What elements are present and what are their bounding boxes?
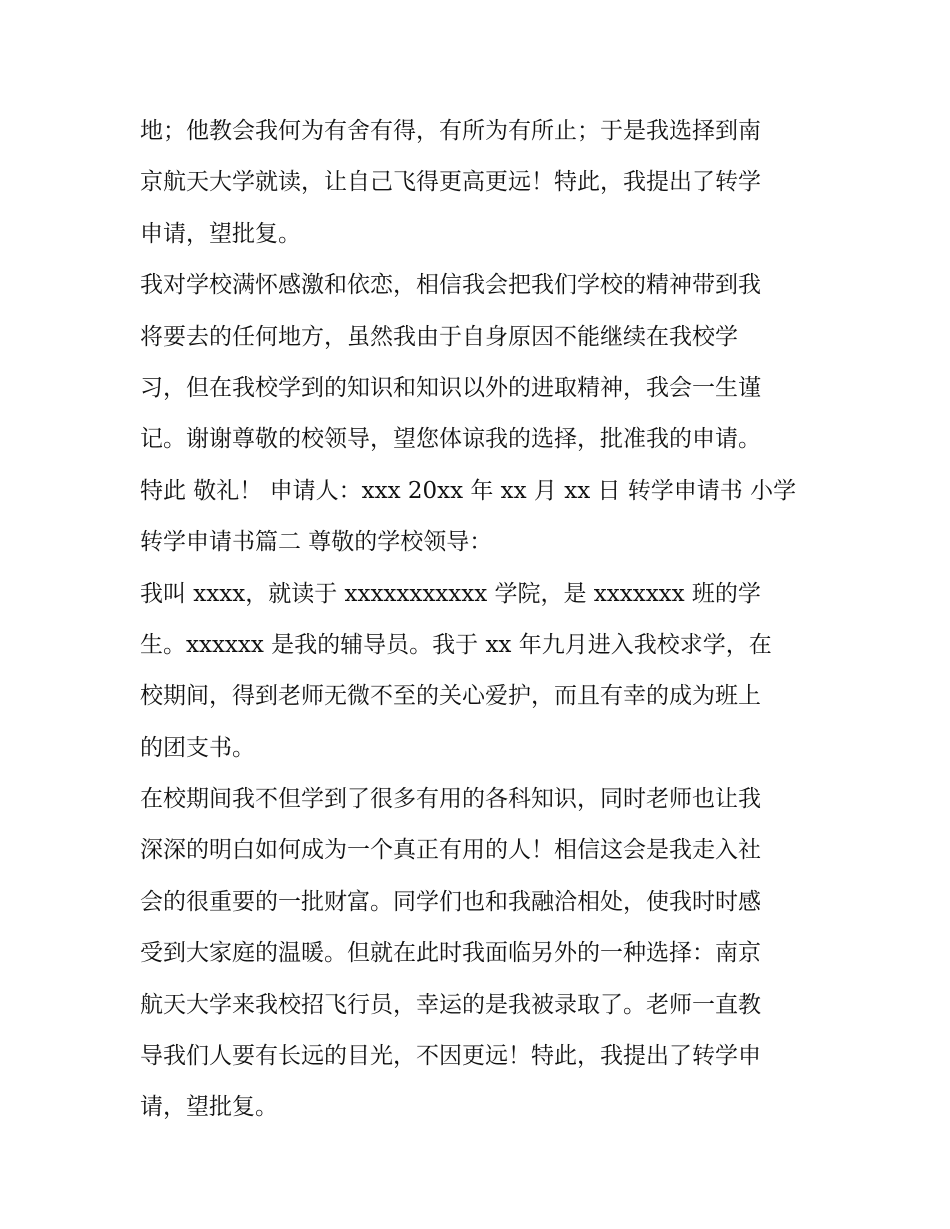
text-line: 将要去的任何地方，虽然我由于自身原因不能继续在我校学 xyxy=(140,323,738,350)
text-line: 特此 敬礼！ 申请人：xxx 20xx 年 xx 月 xx 日 转学申请书 小学 xyxy=(140,477,797,504)
document-body xyxy=(140,106,830,1134)
text-line: 我叫 xxxx，就读于 xxxxxxxxxxx 学院，是 xxxxxxx 班的学 xyxy=(140,580,761,607)
text-line: 转学申请书篇二 尊敬的学校领导： xyxy=(140,529,493,556)
text-line: 受到大家庭的温暖。但就在此时我面临另外的一种选择：南京 xyxy=(140,940,761,967)
text-line: 请，望批复。 xyxy=(140,1094,278,1121)
text-line: 京航天大学就读，让自己飞得更高更远！特此，我提出了转学 xyxy=(140,169,761,196)
text-line: 航天大学来我校招飞行员，幸运的是我被录取了。老师一直教 xyxy=(140,991,761,1018)
text-line: 深深的明白如何成为一个真正有用的人！相信这会是我走入社 xyxy=(140,837,761,864)
text-line: 会的很重要的一批财富。同学们也和我融洽相处，使我时时感 xyxy=(140,888,761,915)
text-line: 校期间，得到老师无微不至的关心爱护，而且有幸的成为班上 xyxy=(140,683,761,710)
text-line: 申请，望批复。 xyxy=(140,220,301,247)
text-line: 我对学校满怀感激和依恋，相信我会把我们学校的精神带到我 xyxy=(140,272,761,299)
text-line: 导我们人要有长远的目光，不因更远！特此，我提出了转学申 xyxy=(140,1043,761,1070)
text-line: 习，但在我校学到的知识和知识以外的进取精神，我会一生谨 xyxy=(140,374,761,401)
text-line: 记。谢谢尊敬的校领导，望您体谅我的选择，批准我的申请。 xyxy=(140,426,761,453)
text-line: 地；他教会我何为有舍有得，有所为有所止；于是我选择到南 xyxy=(140,118,761,144)
text-line: 生。xxxxxx 是我的辅导员。我于 xx 年九月进入我校求学，在 xyxy=(140,631,772,658)
text-line: 在校期间我不但学到了很多有用的各科知识，同时老师也让我 xyxy=(140,786,761,813)
text-line: 的团支书。 xyxy=(140,734,255,761)
